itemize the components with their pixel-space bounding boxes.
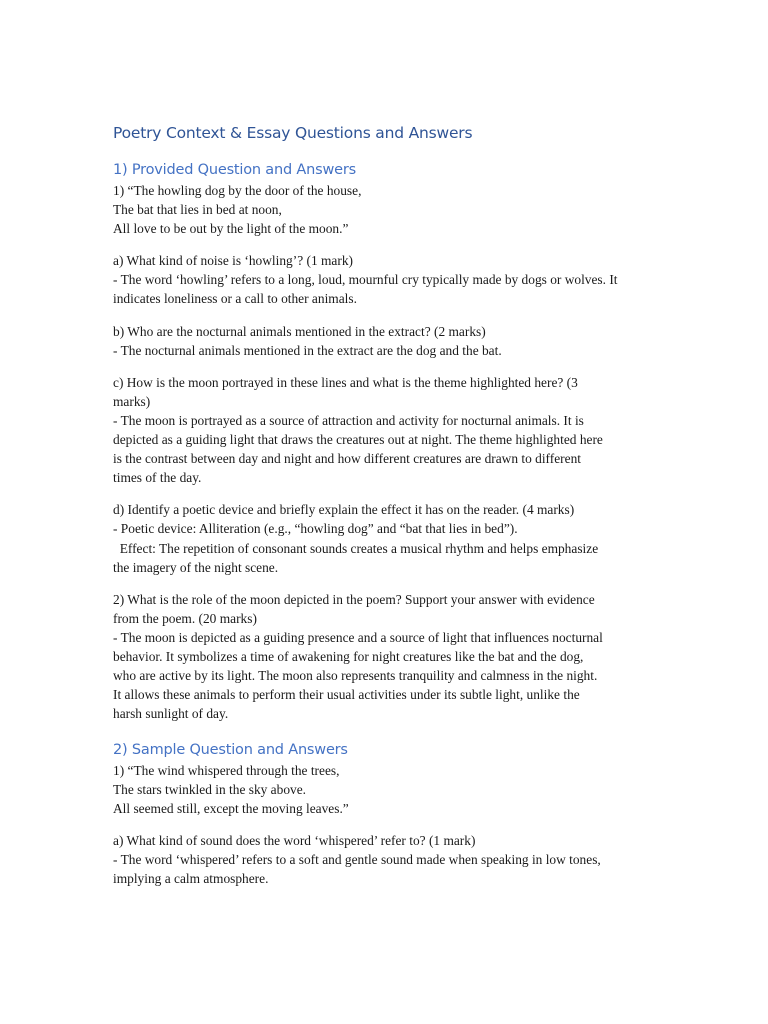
answer-text: Effect: The repetition of consonant sounds creates a musical rhythm and helps emphasize	[113, 540, 599, 556]
essay-question-answer	[113, 590, 673, 724]
section-provided-questions	[113, 162, 673, 723]
poem-line: All love to be out by the light of the moon.”	[113, 221, 349, 237]
question-text: a) What kind of sound does the word ‘whispered’ refer to? (1 mark)	[113, 833, 476, 849]
answer-text: the imagery of the night scene.	[113, 559, 279, 575]
answer-text: is the contrast between day and night and how different creatures are drawn to different	[113, 451, 581, 467]
question-answer-d	[113, 500, 673, 576]
poem-line: The stars twinkled in the sky above.	[113, 782, 307, 798]
question-text: a) What kind of noise is ‘howling’? (1 mark)	[113, 253, 353, 269]
section-heading: 2) Sample Question and Answers	[113, 742, 348, 758]
answer-text: - The moon is portrayed as a source of attraction and activity for nocturnal animals. It is	[113, 412, 584, 428]
question-answer-a	[113, 251, 673, 308]
poem-line: The bat that lies in bed at noon,	[113, 202, 282, 218]
answer-text: - The nocturnal animals mentioned in the extract are the dog and the bat.	[113, 342, 502, 358]
question-answer-c	[113, 373, 673, 488]
answer-text: who are active by its light. The moon also represents tranquility and calmness in the night.	[113, 668, 598, 684]
section-body	[113, 181, 673, 723]
answer-text: - The word ‘whispered’ refers to a soft and gentle sound made when speaking in low tones,	[113, 852, 601, 868]
section-body	[113, 761, 673, 889]
question-text: c) How is the moon portrayed in these lines and what is the theme highlighted here? (3	[113, 374, 578, 390]
question-text: 2) What is the role of the moon depicted in the poem? Support your answer with evidence	[113, 591, 595, 607]
poem-extract	[113, 181, 673, 238]
answer-text: times of the day.	[113, 470, 202, 486]
answer-text: indicates loneliness or a call to other animals.	[113, 291, 357, 307]
poem-line: All seemed still, except the moving leaves.”	[113, 801, 349, 817]
answer-text: - Poetic device: Alliteration (e.g., “howling dog” and “bat that lies in bed”).	[113, 521, 518, 537]
question-answer-b	[113, 322, 673, 360]
poem-extract	[113, 761, 673, 818]
answer-text: depicted as a guiding light that draws the creatures out at night. The theme highlighted here	[113, 432, 603, 448]
answer-text: - The word ‘howling’ refers to a long, loud, mournful cry typically made by dogs or wolves. It	[113, 272, 618, 288]
document-title: Poetry Context & Essay Questions and Answers	[113, 124, 473, 142]
question-answer-a	[113, 831, 673, 888]
answer-text: behavior. It symbolizes a time of awakening for night creatures like the bat and the dog,	[113, 648, 584, 664]
answer-text: harsh sunlight of day.	[113, 706, 229, 722]
answer-text: - The moon is depicted as a guiding presence and a source of light that influences nocturnal	[113, 629, 603, 645]
section-heading: 1) Provided Question and Answers	[113, 162, 356, 178]
answer-text: implying a calm atmosphere.	[113, 871, 269, 887]
answer-text: It allows these animals to perform their usual activities under its subtle light, unlike the	[113, 687, 580, 703]
question-text: b) Who are the nocturnal animals mentioned in the extract? (2 marks)	[113, 323, 486, 339]
question-text: d) Identify a poetic device and briefly explain the effect it has on the reader. (4 marks)	[113, 502, 575, 518]
question-text: marks)	[113, 393, 151, 409]
section-sample-questions	[113, 742, 673, 889]
question-text: from the poem. (20 marks)	[113, 610, 257, 626]
poem-line: 1) “The howling dog by the door of the house,	[113, 183, 362, 198]
poem-line: 1) “The wind whispered through the trees,	[113, 763, 340, 778]
